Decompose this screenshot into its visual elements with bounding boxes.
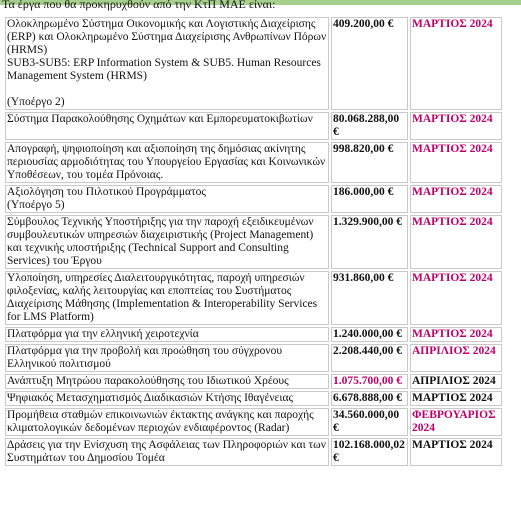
intro-text: Τα έργα που θα προκηρυχθούν από την ΚτΠ ΜΑΕ είναι: (2, 0, 276, 11)
project-title-text: Απογραφή, ψηφιοποίηση και αξιοποίηση της δημόσιας ακίνητης περιουσίας αρμοδιότητας του Υπουργείου Εργασίας και Κοινωνικών Υποθέσεων, του τομέα Πρόνοιας. (7, 143, 326, 181)
project-title-text: Πλατφόρμα για την προβολή και προώθηση του σύγχρονου Ελληνικού πολιτισμού (7, 345, 283, 370)
project-title-text: Πλατφόρμα για την ελληνική χειροτεχνία (7, 328, 199, 340)
project-amount: 34.560.000,00 € (331, 408, 408, 436)
table-row (5, 327, 502, 342)
project-title (5, 374, 329, 389)
table-row (5, 215, 502, 269)
project-title-text: Αξιολόγηση του Πιλοτικού Προγράμματος (Υποέργο 5) (7, 186, 206, 211)
project-title-text: Υλοποίηση, υπηρεσίες Διαλειτουργικότητας, παροχή υπηρεσιών φιλοξενίας, καλής λειτουργίας και εποπτείας του Συστήματος Διαχείρισης Μάθησης (Implementation & Interoperability Services for LMS Platform) (7, 272, 318, 323)
table-row (5, 112, 502, 140)
project-title (5, 142, 329, 183)
project-amount: 998.820,00 € (331, 142, 408, 183)
table-row (5, 142, 502, 183)
table-row (5, 438, 502, 466)
project-title-text: Ολοκληρωμένο Σύστημα Οικονομικής και Λογιστικής Διαχείρισης (ERP) και Ολοκληρωμένο Σύστημα Διαχείρισης Ανθρωπίνων Πόρων (HRMS) SUB3-SUB5: ERP Information System & SUB5. Human Resources Management System (HRMS) (Υποέργο 2) (7, 18, 327, 108)
project-title (5, 391, 329, 406)
project-title-text: Δράσεις για την Ενίσχυση της Ασφάλειας των Πληροφοριών και των Συστημάτων του Δημοσίου Τομέα (7, 439, 326, 464)
intro-line (0, 0, 521, 14)
project-amount: 102.168.000,02 € (331, 438, 408, 466)
project-date: ΜΑΡΤΙΟΣ 2024 (410, 185, 502, 213)
table-row (5, 17, 502, 110)
project-title (5, 215, 329, 269)
project-title (5, 344, 329, 372)
project-title (5, 271, 329, 325)
project-date: ΜΑΡΤΙΟΣ 2024 (410, 438, 502, 466)
project-date: ΦΕΒΡΟΥΑΡΙΟΣ 2024 (410, 408, 502, 436)
project-date: ΑΠΡΙΛΙΟΣ 2024 (410, 374, 502, 389)
project-date: ΜΑΡΤΙΟΣ 2024 (410, 17, 502, 110)
project-amount: 1.075.700,00 € (331, 374, 408, 389)
project-date: ΜΑΡΤΙΟΣ 2024 (410, 271, 502, 325)
project-amount: 931.860,00 € (331, 271, 408, 325)
project-title (5, 408, 329, 436)
project-title (5, 327, 329, 342)
project-title-text: Σύστημα Παρακολούθησης Οχημάτων και Εμπορευματοκιβωτίων (7, 113, 313, 125)
project-amount: 186.000,00 € (331, 185, 408, 213)
table-row (5, 391, 502, 406)
project-title (5, 438, 329, 466)
project-amount: 1.329.900,00 € (331, 215, 408, 269)
project-title-text: Προμήθεια σταθμών επικοινωνιών έκτακτης ανάγκης και παροχής κλιματολογικών δεδομένων περιοχών ενδιαφέροντος (Radar) (7, 409, 314, 434)
table-row (5, 271, 502, 325)
project-amount: 80.068.288,00 € (331, 112, 408, 140)
project-date: ΜΑΡΤΙΟΣ 2024 (410, 391, 502, 406)
project-title-text: Ψηφιακός Μετασχηματισμός Διαδικασιών Κτήσης Ιθαγένειας (7, 392, 294, 404)
table-row (5, 374, 502, 389)
project-date: ΜΑΡΤΙΟΣ 2024 (410, 327, 502, 342)
table-row (5, 408, 502, 436)
project-title-text: Σύμβουλος Τεχνικής Υποστήριξης για την παροχή εξειδικευμένων συμβουλευτικών υπηρεσιών διαχειριστικής (Project Management) και τεχνικής υποστήριξης (Technical Support and Consulting Services) του Έργου (7, 216, 314, 267)
project-amount: 2.208.440,00 € (331, 344, 408, 372)
project-date: ΜΑΡΤΙΟΣ 2024 (410, 215, 502, 269)
project-title-text: Ανάπτυξη Μητρώου παρακολούθησης του Ιδιωτικού Χρέους (7, 375, 289, 387)
table-row (5, 344, 502, 372)
project-date: ΑΠΡΙΛΙΟΣ 2024 (410, 344, 502, 372)
projects-table (3, 15, 504, 468)
project-amount: 6.678.888,00 € (331, 391, 408, 406)
project-title (5, 185, 329, 213)
project-date: ΜΑΡΤΙΟΣ 2024 (410, 112, 502, 140)
project-title (5, 17, 329, 110)
project-amount: 1.240.000,00 € (331, 327, 408, 342)
project-amount: 409.200,00 € (331, 17, 408, 110)
table-row (5, 185, 502, 213)
project-date: ΜΑΡΤΙΟΣ 2024 (410, 142, 502, 183)
project-title (5, 112, 329, 140)
